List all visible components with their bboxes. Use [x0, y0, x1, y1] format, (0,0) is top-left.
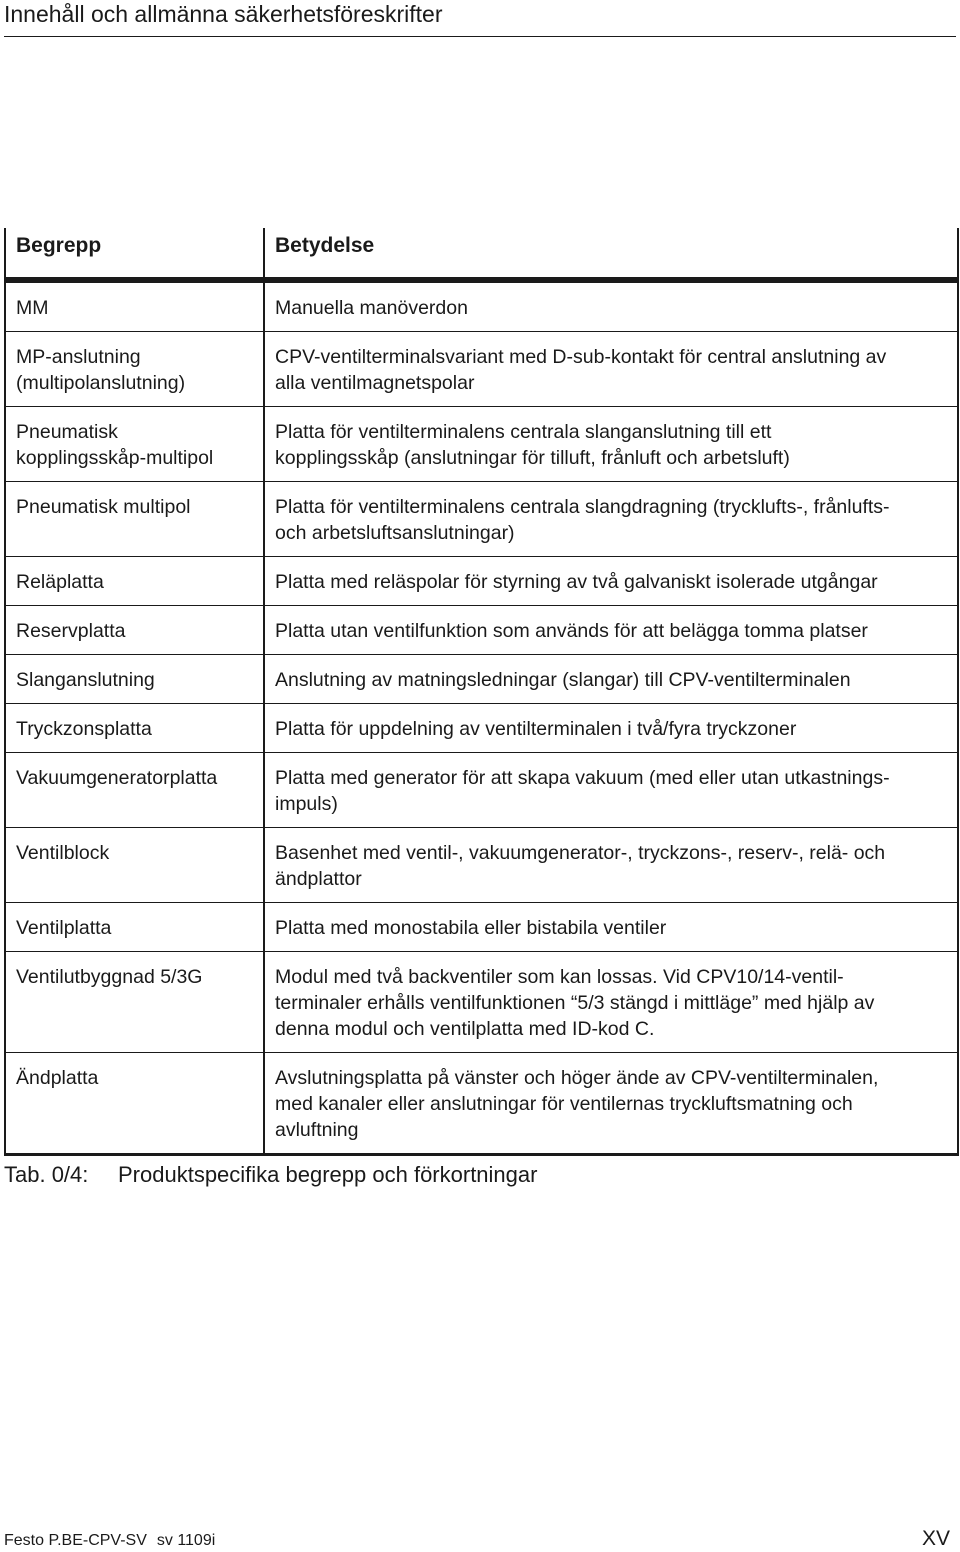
term-text: Reservplatta — [16, 620, 126, 642]
header-divider — [4, 36, 956, 37]
meaning-text: Platta med reläspolar för styrning av två galvaniskt isolerade utgångar — [275, 571, 878, 593]
meaning-cell — [264, 655, 958, 704]
term-text: Slanganslutning — [16, 669, 155, 691]
term-text: Tryckzonsplatta — [16, 718, 152, 740]
meaning-text: Platta utan ventilfunktion som används för att belägga tomma platser — [275, 620, 868, 642]
term-text: Ändplatta — [16, 1067, 99, 1089]
term-text: MP-anslutning (multipolanslutning) — [16, 346, 186, 394]
meaning-text: Platta med generator för att skapa vakuum (med eller utan utkastnings- impuls) — [275, 767, 890, 815]
meaning-text: Platta för ventilterminalens centrala slangdragning (trycklufts-, frånlufts- och arbetsluftsanslutningar) — [275, 496, 890, 544]
caption-number: Tab. 0/4: — [4, 1162, 89, 1187]
term-cell — [5, 952, 264, 1053]
meaning-text: Modul med två backventiler som kan lossas. Vid CPV10/14-ventil- terminaler erhålls ventilfunktionen “5/3 stängd i mittläge” med hjälp av denna modul och ventilplatta med ID-kod C. — [275, 966, 875, 1040]
meaning-cell — [264, 903, 958, 952]
meaning-cell — [264, 828, 958, 903]
meaning-cell — [264, 280, 958, 332]
table-row — [5, 1053, 958, 1155]
footer-publisher: Festo P.BE-CPV-SV — [4, 1532, 147, 1549]
table-row — [5, 557, 958, 606]
meaning-cell — [264, 557, 958, 606]
term-text: Ventilutbyggnad 5/3G — [16, 966, 203, 988]
meaning-cell — [264, 606, 958, 655]
terms-table — [4, 228, 959, 1156]
table-row — [5, 280, 958, 332]
table-row — [5, 332, 958, 407]
term-text: MM — [16, 297, 49, 319]
term-cell — [5, 753, 264, 828]
footer-edition: sv 1109i — [156, 1532, 216, 1549]
term-cell — [5, 655, 264, 704]
page-number: XV — [921, 1527, 950, 1550]
meaning-text: Platta för ventilterminalens centrala slanganslutning till ett kopplingsskåp (anslutningar för tilluft, frånluft och arbetsluft) — [275, 421, 790, 469]
table-row — [5, 655, 958, 704]
table-row — [5, 753, 958, 828]
term-text: Vakuumgeneratorplatta — [16, 767, 218, 789]
meaning-cell — [264, 704, 958, 753]
term-text: Ventilblock — [16, 842, 110, 864]
term-cell — [5, 704, 264, 753]
term-cell — [5, 606, 264, 655]
table-row — [5, 828, 958, 903]
meaning-text: Avslutningsplatta på vänster och höger ände av CPV-ventilterminalen, med kanaler eller anslutningar för ventilernas tryckluftsmatning och avluftning — [275, 1067, 879, 1141]
meaning-cell — [264, 407, 958, 482]
caption-text: Produktspecifika begrepp och förkortningar — [118, 1162, 538, 1187]
term-cell — [5, 903, 264, 952]
table-row — [5, 606, 958, 655]
table-row — [5, 952, 958, 1053]
term-cell — [5, 482, 264, 557]
table-row — [5, 407, 958, 482]
term-text: Reläplatta — [16, 571, 104, 593]
footer-document-id — [4, 1530, 215, 1552]
table-row — [5, 482, 958, 557]
term-cell — [5, 332, 264, 407]
term-text: Pneumatisk multipol — [16, 496, 191, 518]
term-text: Ventilplatta — [16, 917, 112, 939]
meaning-text: Manuella manöverdon — [275, 297, 468, 319]
meaning-text: Anslutning av matningsledningar (slangar) till CPV-ventilterminalen — [275, 669, 851, 691]
table-header-row — [5, 228, 958, 280]
column-header-term: Begrepp — [5, 228, 264, 280]
term-cell — [5, 557, 264, 606]
meaning-cell — [264, 332, 958, 407]
meaning-cell — [264, 1053, 958, 1155]
table-row — [5, 903, 958, 952]
term-cell — [5, 1053, 264, 1155]
table-caption — [4, 1160, 537, 1190]
meaning-text: CPV-ventilterminalsvariant med D-sub-kontakt för central anslutning av alla ventilmagnetspolar — [275, 346, 887, 394]
column-header-meaning: Betydelse — [264, 228, 958, 280]
meaning-cell — [264, 753, 958, 828]
table-body — [5, 280, 958, 1155]
meaning-cell — [264, 482, 958, 557]
term-cell — [5, 280, 264, 332]
table-row — [5, 704, 958, 753]
page-header-title: Innehåll och allmänna säkerhetsföreskrifter — [4, 1, 443, 27]
term-cell — [5, 407, 264, 482]
term-cell — [5, 828, 264, 903]
meaning-cell — [264, 952, 958, 1053]
term-text: Pneumatisk kopplingsskåp-multipol — [16, 421, 214, 469]
meaning-text: Platta för uppdelning av ventilterminalen i två/fyra tryckzoner — [275, 718, 797, 740]
meaning-text: Basenhet med ventil-, vakuumgenerator-, tryckzons-, reserv-, relä- och ändplattor — [275, 842, 886, 890]
meaning-text: Platta med monostabila eller bistabila ventiler — [275, 917, 667, 939]
